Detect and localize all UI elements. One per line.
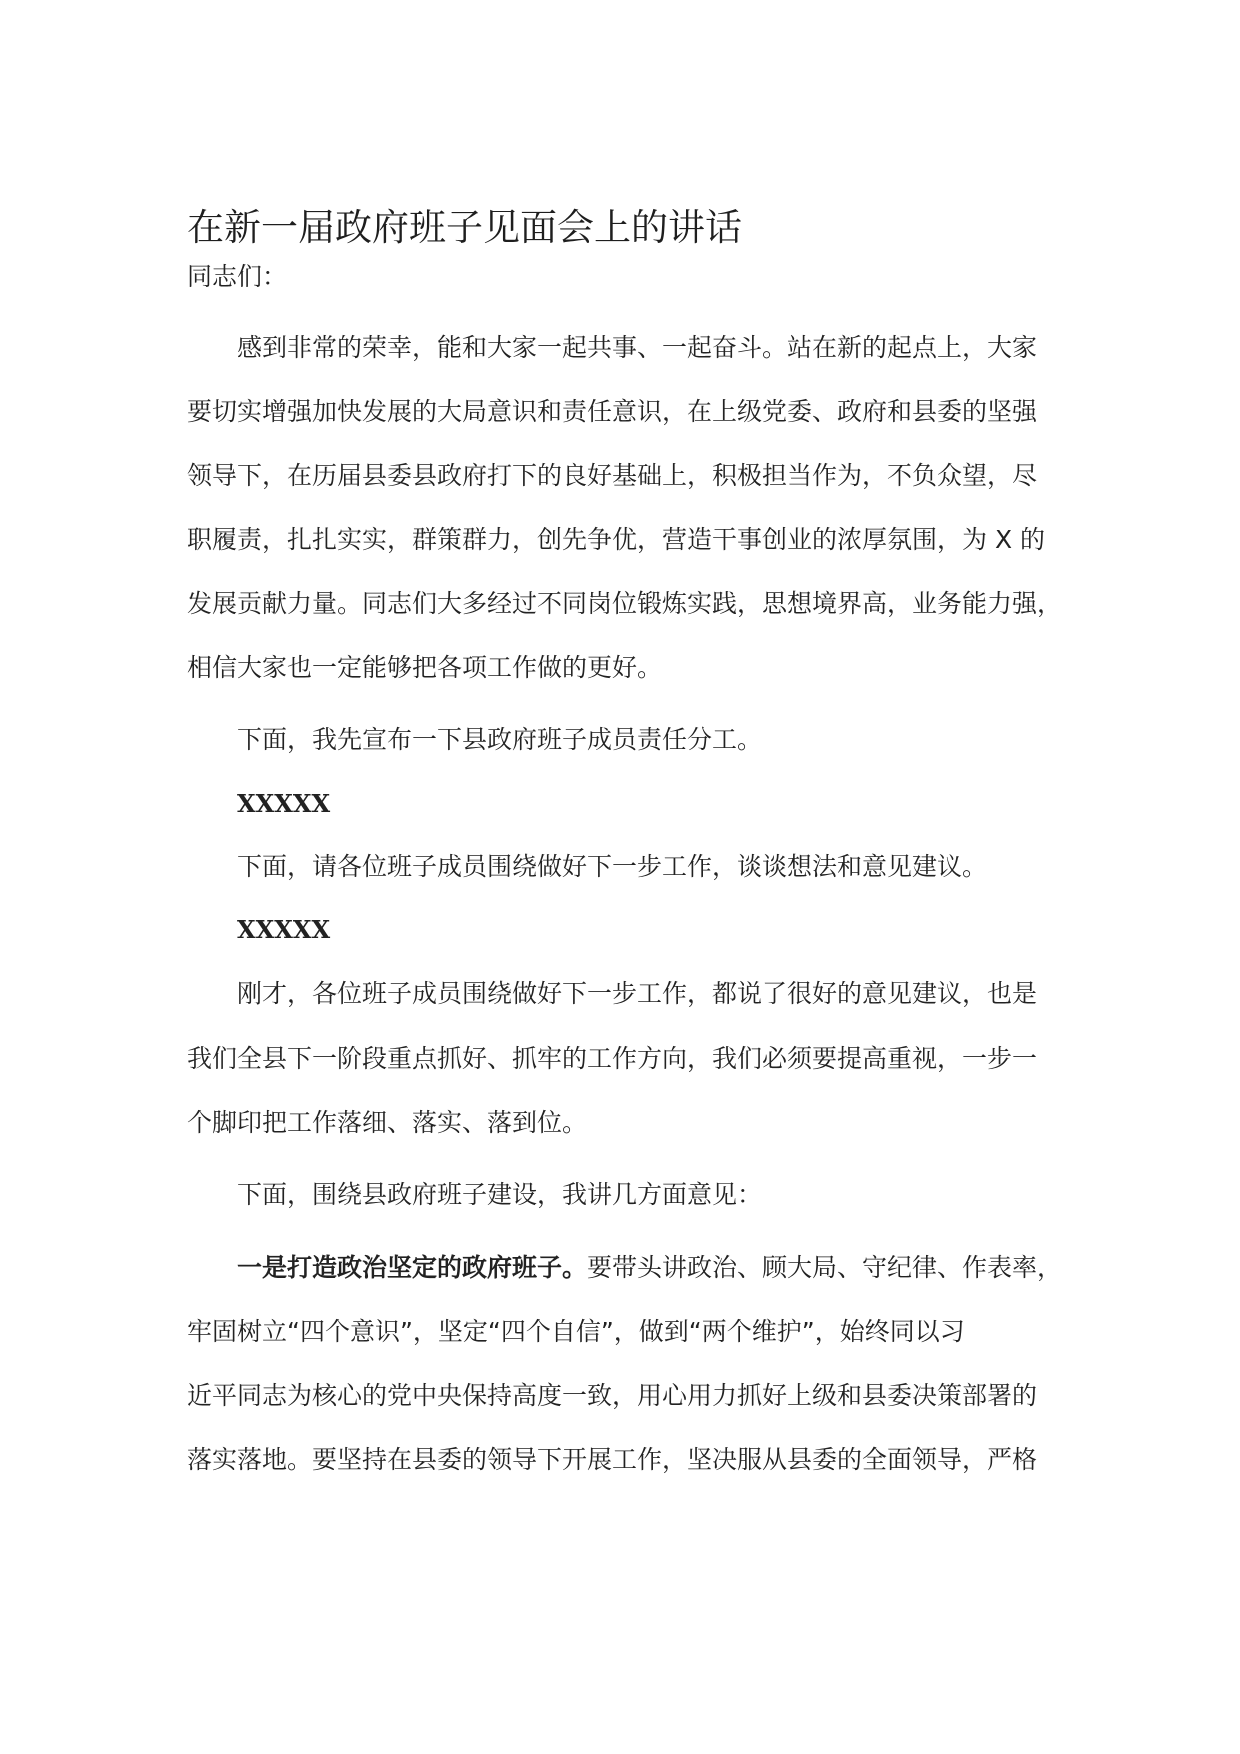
paragraph-line: 我们全县下一阶段重点抓好、抓牢的工作方向，我们必须要提高重视，一步一 (187, 1044, 1038, 1073)
paragraph-line: 感到非常的荣幸，能和大家一起共事、一起奋斗。站在新的起点上，大家 (237, 333, 1038, 362)
paragraph-line: 近平同志为核心的党中央保持高度一致，用心用力抓好上级和县委决策部署的 (187, 1381, 1038, 1410)
paragraph-line: 落实落地。要坚持在县委的领导下开展工作，坚决服从县委的全面领导，严格 (187, 1445, 1038, 1474)
document-title: 在新一届政府班子见面会上的讲话 (187, 206, 742, 249)
paragraph-2: 下面，我先宣布一下县政府班子成员责任分工。 (237, 725, 763, 754)
placeholder-marker: XXXXX (237, 789, 331, 818)
paragraph-line: 要切实增强加快发展的大局意识和责任意识，在上级党委、政府和县委的坚强 (187, 397, 1038, 426)
paragraph-line: 刚才，各位班子成员围绕做好下一步工作，都说了很好的意见建议，也是 (237, 979, 1038, 1008)
paragraph-line: 领导下，在历届县委县政府打下的良好基础上，积极担当作为，不负众望，尽 (187, 461, 1038, 490)
paragraph-line: 牢固树立“四个意识”，坚定“四个自信”，做到“两个维护”，始终同以习 (187, 1317, 965, 1346)
salutation: 同志们： (187, 262, 288, 291)
paragraph-line: 个脚印把工作落细、落实、落到位。 (187, 1108, 588, 1137)
paragraph-line: 发展贡献力量。同志们大多经过不同岗位锻炼实践，思想境界高，业务能力强， (187, 589, 1063, 618)
paragraph-line (237, 1248, 1062, 1288)
section-lead: 一是打造政治坚定的政府班子。 (237, 1253, 588, 1282)
placeholder-marker: XXXXX (237, 915, 331, 944)
section-text: 要带头讲政治、顾大局、守纪律、作表率， (587, 1253, 1063, 1282)
paragraph-line: 职履责，扎扎实实，群策群力，创先争优，营造干事创业的浓厚氛围，为 X 的 (187, 525, 1046, 554)
paragraph-3: 下面，请各位班子成员围绕做好下一步工作，谈谈想法和意见建议。 (237, 852, 988, 881)
paragraph-line: 相信大家也一定能够把各项工作做的更好。 (187, 653, 663, 682)
paragraph-5: 下面，围绕县政府班子建设，我讲几方面意见： (237, 1180, 763, 1209)
